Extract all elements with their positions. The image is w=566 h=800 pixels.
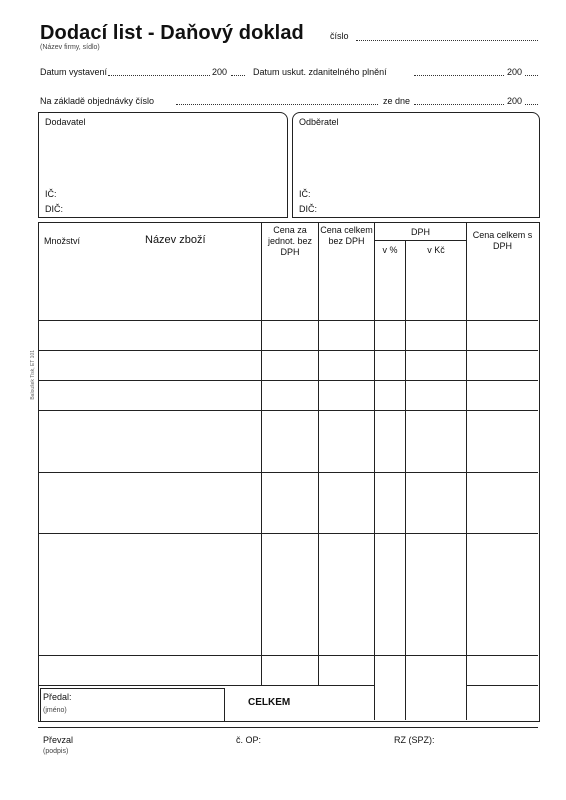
col-vat-pct: v % bbox=[382, 245, 398, 255]
col-divider-vat-czk bbox=[466, 222, 467, 720]
taxable-date-label: Datum uskut. zdanitelného plnění bbox=[253, 67, 387, 77]
customer-dic-label: DIČ: bbox=[299, 204, 317, 214]
table-row-line bbox=[38, 685, 261, 686]
total-label: CELKEM bbox=[248, 697, 291, 708]
col-quantity: Množství bbox=[44, 236, 81, 246]
issue-date-year: 200 bbox=[212, 67, 228, 77]
supplier-label: Dodavatel bbox=[45, 117, 86, 127]
col-vat: DPH bbox=[410, 227, 430, 237]
col-total-with-vat: Cena celkem s DPH bbox=[472, 230, 533, 251]
table-row-line bbox=[38, 350, 538, 351]
vat-header-divider bbox=[374, 240, 466, 241]
document-title: Dodací list - Daňový doklad bbox=[40, 22, 304, 44]
taxable-date-year: 200 bbox=[507, 67, 523, 77]
footer-divider bbox=[38, 727, 538, 728]
customer-box[interactable] bbox=[292, 112, 540, 218]
customer-label: Odběratel bbox=[299, 117, 339, 127]
number-label: číslo bbox=[330, 31, 349, 41]
issue-date-dots bbox=[231, 75, 245, 76]
received-label: Převzal bbox=[43, 735, 74, 745]
plate-label: RZ (SPZ): bbox=[394, 735, 435, 745]
customer-ic-label: IČ: bbox=[299, 189, 311, 199]
col-divider-vat bbox=[405, 240, 406, 720]
company-stamp-hint: (Název firmy, sídlo) bbox=[40, 44, 100, 51]
order-date-label: ze dne bbox=[383, 96, 411, 106]
order-date-dots bbox=[525, 104, 538, 105]
supplier-ic-label: IČ: bbox=[45, 189, 57, 199]
issue-date-line[interactable] bbox=[108, 75, 210, 76]
handed-over-label: Předal: bbox=[43, 692, 72, 702]
table-row-line bbox=[38, 380, 538, 381]
received-hint: (podpis) bbox=[43, 748, 69, 755]
number-line[interactable] bbox=[356, 40, 538, 41]
col-total-price: Cena celkem bez DPH bbox=[320, 225, 373, 246]
taxable-date-dots bbox=[525, 75, 538, 76]
col-divider-name bbox=[261, 222, 262, 685]
table-row-line bbox=[38, 410, 538, 411]
table-row-line bbox=[466, 685, 538, 686]
col-divider-total bbox=[374, 222, 375, 720]
handed-over-box[interactable] bbox=[40, 688, 225, 722]
taxable-date-line[interactable] bbox=[414, 75, 504, 76]
order-date-line[interactable] bbox=[414, 104, 504, 105]
supplier-box[interactable] bbox=[38, 112, 288, 218]
issue-date-label: Datum vystavení bbox=[40, 67, 108, 77]
col-unit-price: Cena za jednot. bez DPH bbox=[267, 225, 313, 257]
table-row-line bbox=[38, 320, 538, 321]
col-divider-unit bbox=[318, 222, 319, 685]
table-row-line bbox=[261, 685, 374, 686]
handed-over-hint: (jméno) bbox=[43, 707, 67, 714]
supplier-dic-label: DIČ: bbox=[45, 204, 63, 214]
order-number-line[interactable] bbox=[176, 104, 378, 105]
col-vat-czk: v Kč bbox=[427, 245, 445, 255]
order-date-year: 200 bbox=[507, 96, 523, 106]
printer-note: Baloušek Tisk, ET 101 bbox=[30, 350, 36, 400]
table-row-line bbox=[38, 655, 538, 656]
col-name: Název zboží bbox=[145, 234, 206, 246]
order-number-label: Na základě objednávky číslo bbox=[40, 96, 155, 106]
table-row-line bbox=[38, 472, 538, 473]
table-row-line bbox=[38, 533, 538, 534]
id-card-label: č. OP: bbox=[236, 735, 262, 745]
